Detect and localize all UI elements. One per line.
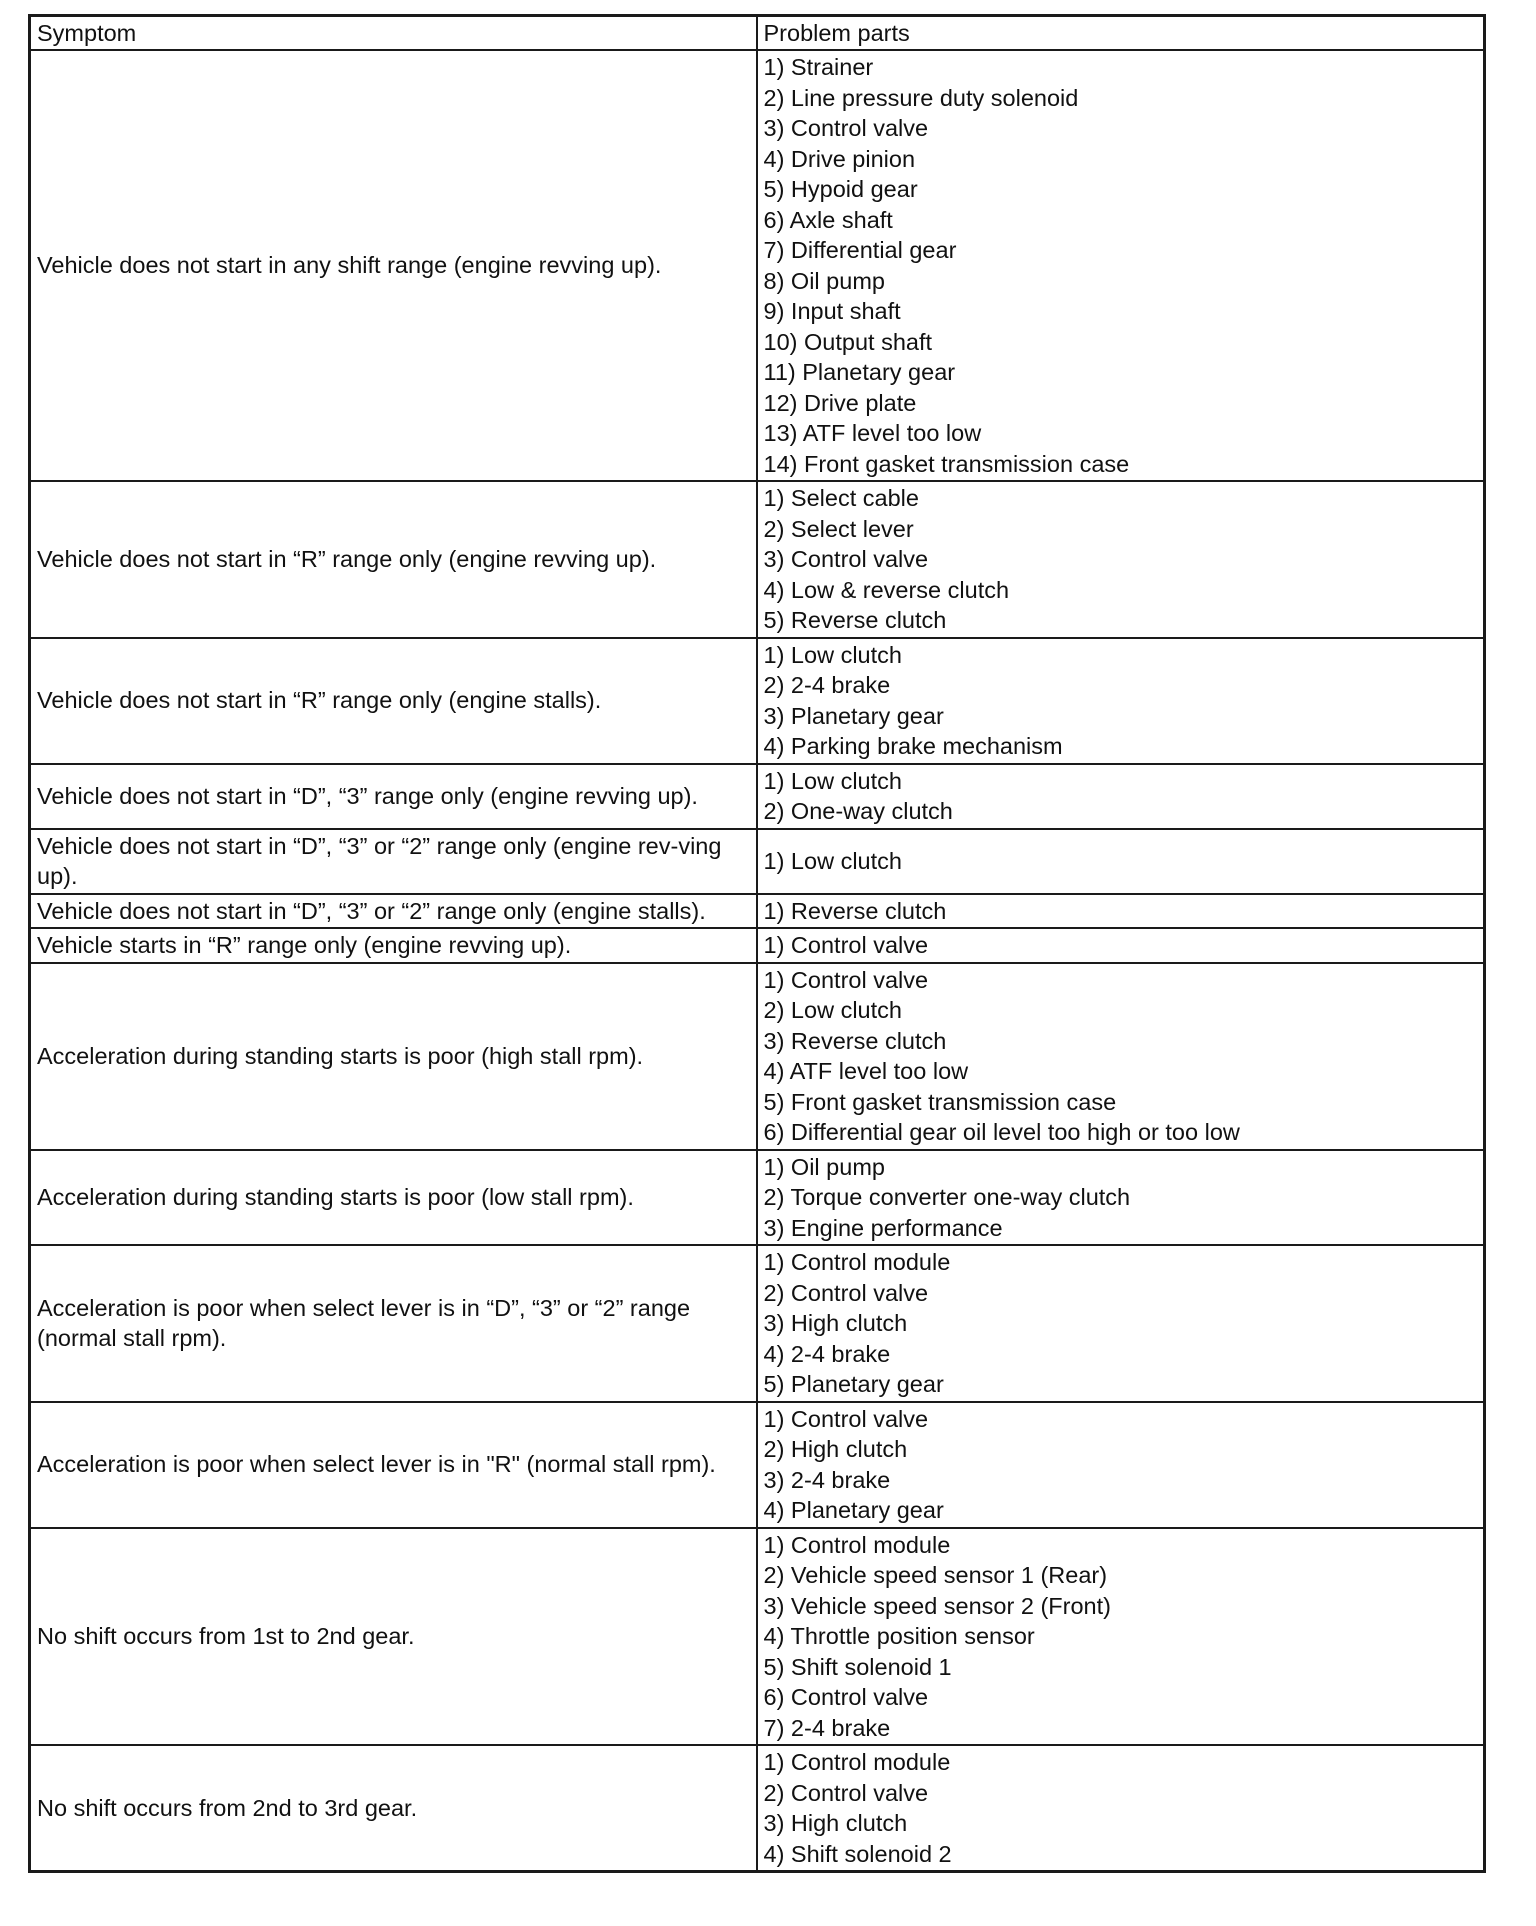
list-item: 1) Strainer (763, 54, 874, 80)
list-item: 4) Low & reverse clutch (763, 576, 1010, 603)
list-item: 3) High clutch (763, 1810, 908, 1836)
list-item: 1) Control valve (763, 966, 929, 993)
list-item: 3) Control valve (763, 546, 929, 572)
list-item: 4) ATF level too low (763, 1058, 969, 1084)
list-item: 2) Control valve (763, 1779, 929, 1806)
list-item: 5) Shift solenoid 1 (763, 1653, 952, 1680)
problem-parts-list (764, 640, 1478, 762)
list-item: 1) Control valve (763, 932, 929, 958)
symptom-cell: Vehicle starts in “R” range only (engine revving up). (30, 928, 757, 963)
list-item: 2) Torque converter one-way clutch (763, 1184, 1131, 1210)
list-item: 4) Shift solenoid 2 (763, 1840, 952, 1867)
symptom-column-header: Symptom (30, 16, 757, 51)
list-item: 4) Planetary gear (763, 1497, 944, 1523)
symptom-cell: No shift occurs from 2nd to 3rd gear. (30, 1745, 757, 1872)
symptom-cell: Acceleration during standing starts is poor (low stall rpm). (30, 1150, 757, 1246)
list-item: 11) Planetary gear (763, 359, 956, 385)
symptom-cell: Vehicle does not start in “D”, “3” or “2” range only (engine rev-ving up). (30, 829, 757, 894)
list-item: 3) Reverse clutch (763, 1027, 947, 1054)
list-item: 5) Reverse clutch (763, 607, 947, 633)
list-item: 4) Drive pinion (763, 145, 916, 172)
problem-parts-list (764, 766, 1478, 827)
problem-parts-cell (757, 1150, 1485, 1246)
list-item: 4) Throttle position sensor (763, 1623, 1035, 1649)
symptom-cell: Acceleration is poor when select lever is in "R" (normal stall rpm). (30, 1402, 757, 1528)
symptom-cell: Acceleration is poor when select lever is in “D”, “3” or “2” range (normal stall rpm). (30, 1245, 757, 1402)
table-row (30, 764, 1485, 829)
table-row (30, 963, 1485, 1150)
list-item: 14) Front gasket transmission case (763, 450, 1130, 477)
problem-parts-list (764, 1747, 1478, 1869)
table-body (30, 50, 1485, 1872)
problem-parts-list (764, 1247, 1478, 1400)
list-item: 8) Oil pump (763, 267, 885, 294)
table-header-row (30, 16, 1485, 51)
list-item: 4) 2-4 brake (763, 1340, 891, 1367)
list-item: 2) High clutch (763, 1436, 908, 1462)
table-row (30, 50, 1485, 481)
table-row (30, 928, 1485, 963)
list-item: 7) 2-4 brake (763, 1714, 891, 1741)
symptom-cell: Vehicle does not start in any shift range (engine revving up). (30, 50, 757, 481)
problem-parts-list (764, 1530, 1478, 1744)
problem-parts-list (764, 483, 1478, 636)
list-item: 1) Oil pump (763, 1153, 885, 1180)
table-row (30, 1245, 1485, 1402)
table-row (30, 894, 1485, 929)
problem-parts-cell (757, 928, 1485, 963)
problem-parts-cell (757, 894, 1485, 929)
list-item: 5) Planetary gear (763, 1371, 944, 1397)
list-item: 2) Low clutch (763, 997, 902, 1023)
list-item: 1) Reverse clutch (763, 897, 947, 924)
list-item: 9) Input shaft (763, 298, 901, 324)
list-item: 5) Hypoid gear (763, 176, 918, 202)
list-item: 1) Control module (763, 1749, 951, 1775)
problem-parts-cell (757, 1745, 1485, 1872)
list-item: 1) Low clutch (763, 641, 902, 668)
problem-parts-cell (757, 764, 1485, 829)
list-item: 1) Control module (763, 1249, 951, 1275)
problem-parts-cell (757, 963, 1485, 1150)
problem-parts-list (764, 965, 1478, 1148)
list-item: 1) Control valve (763, 1405, 929, 1432)
list-item: 6) Control valve (763, 1684, 929, 1710)
symptom-cell: Vehicle does not start in “D”, “3” or “2” range only (engine stalls). (30, 894, 757, 929)
list-item: 3) Planetary gear (763, 702, 944, 729)
list-item: 2) Control valve (763, 1279, 929, 1306)
problem-parts-list (764, 846, 1478, 877)
symptom-cell: No shift occurs from 1st to 2nd gear. (30, 1528, 757, 1746)
list-item: 6) Axle shaft (763, 206, 893, 233)
table-row (30, 481, 1485, 638)
symptom-cell: Acceleration during standing starts is poor (high stall rpm). (30, 963, 757, 1150)
problem-parts-column-header: Problem parts (757, 16, 1485, 51)
list-item: 1) Low clutch (763, 847, 902, 874)
problem-parts-cell (757, 829, 1485, 894)
list-item: 2) One-way clutch (763, 798, 953, 824)
list-item: 4) Parking brake mechanism (763, 733, 1063, 759)
problem-parts-list (764, 930, 1478, 961)
table-row (30, 1745, 1485, 1872)
list-item: 13) ATF level too low (763, 420, 982, 446)
problem-parts-cell (757, 50, 1485, 481)
list-item: 3) High clutch (763, 1310, 908, 1336)
document-page (28, 14, 1483, 1873)
list-item: 1) Select cable (763, 485, 919, 511)
table-row (30, 1150, 1485, 1246)
table-row (30, 638, 1485, 764)
problem-parts-list (764, 52, 1478, 479)
problem-parts-list (764, 1152, 1478, 1244)
list-item: 5) Front gasket transmission case (763, 1088, 1117, 1115)
list-item: 6) Differential gear oil level too high or too low (763, 1119, 1240, 1145)
problem-parts-cell (757, 1245, 1485, 1402)
list-item: 2) Select lever (763, 515, 914, 542)
list-item: 2) Line pressure duty solenoid (763, 84, 1079, 111)
table-row (30, 829, 1485, 894)
list-item: 7) Differential gear (763, 237, 957, 263)
list-item: 1) Control module (763, 1531, 951, 1558)
symptom-cell: Vehicle does not start in “R” range only (engine stalls). (30, 638, 757, 764)
problem-parts-list (764, 1404, 1478, 1526)
problem-parts-list (764, 896, 1478, 927)
list-item: 3) 2-4 brake (763, 1466, 891, 1493)
symptom-cell: Vehicle does not start in “D”, “3” range only (engine revving up). (30, 764, 757, 829)
list-item: 2) Vehicle speed sensor 1 (Rear) (763, 1562, 1108, 1588)
problem-parts-cell (757, 481, 1485, 638)
diagnosis-table (28, 14, 1486, 1873)
problem-parts-cell (757, 638, 1485, 764)
list-item: 2) 2-4 brake (763, 672, 891, 698)
problem-parts-cell (757, 1528, 1485, 1746)
list-item: 3) Engine performance (763, 1214, 1003, 1241)
table-row (30, 1528, 1485, 1746)
list-item: 3) Control valve (763, 115, 929, 141)
symptom-cell: Vehicle does not start in “R” range only (engine revving up). (30, 481, 757, 638)
list-item: 10) Output shaft (763, 328, 933, 355)
problem-parts-cell (757, 1402, 1485, 1528)
table-row (30, 1402, 1485, 1528)
list-item: 12) Drive plate (763, 389, 917, 416)
list-item: 1) Low clutch (763, 767, 902, 794)
list-item: 3) Vehicle speed sensor 2 (Front) (763, 1592, 1111, 1619)
